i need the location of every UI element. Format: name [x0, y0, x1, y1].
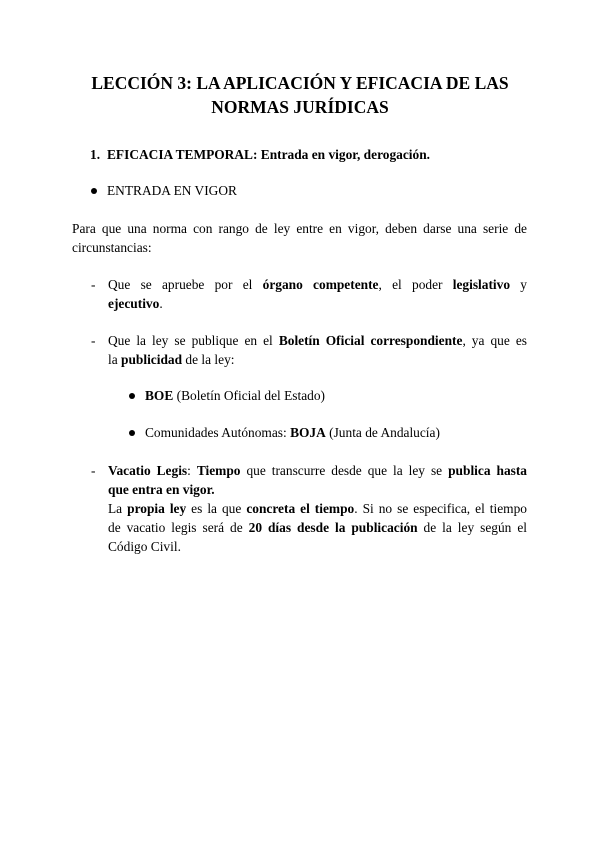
bold-text: propia ley: [127, 501, 187, 516]
subheading-entrada-en-vigor: ENTRADA EN VIGOR: [107, 183, 237, 198]
text: , el poder: [378, 277, 453, 292]
sub-item-boja: [145, 423, 440, 442]
bold-text: legislativo: [452, 277, 511, 292]
bold-text: publicidad: [121, 352, 183, 367]
section-number: 1.: [90, 147, 101, 162]
page-title: [60, 71, 540, 119]
item1-line-1: [108, 275, 527, 294]
bullet-icon: [129, 393, 135, 399]
item3-line-4: [108, 518, 527, 537]
page-title-line-1: LECCIÓN 3: LA APLICACIÓN Y EFICACIA DE LAS: [91, 73, 509, 93]
text: de la ley según el: [417, 520, 527, 535]
bullet-icon: [129, 430, 135, 436]
dash-marker: -: [91, 463, 96, 478]
text: es la que: [186, 501, 247, 516]
text: . Si no se especifica, el tiempo: [354, 501, 527, 516]
text: Que se apruebe por el: [108, 277, 263, 292]
text: (Boletín Oficial del Estado): [173, 388, 325, 403]
item3-line-2: que entra en vigor.: [108, 482, 215, 497]
text: .: [159, 296, 163, 311]
item3-line-3: [108, 499, 527, 518]
bold-text: Tiempo: [196, 463, 241, 478]
text: Comunidades Autónomas:: [145, 425, 291, 440]
section-heading: EFICACIA TEMPORAL: Entrada en vigor, derogación.: [107, 147, 431, 162]
text: la: [108, 352, 122, 367]
intro-line-2: circunstancias:: [72, 240, 152, 255]
dash-marker: -: [91, 277, 96, 292]
item2-line-2: [108, 350, 235, 369]
page-title-line-2: NORMAS JURÍDICAS: [211, 97, 389, 117]
bullet-icon: [91, 188, 97, 194]
text: La: [108, 501, 128, 516]
text: y: [510, 277, 527, 292]
item3-line-5: Código Civil.: [108, 539, 181, 554]
item3-line-1: [108, 461, 527, 480]
text: de vacatio legis será de: [108, 520, 249, 535]
dash-marker: -: [91, 333, 96, 348]
bold-text: 20 días desde la publicación: [248, 520, 418, 535]
bold-text: ejecutivo: [108, 296, 160, 311]
text: :: [187, 463, 197, 478]
bold-text: Boletín Oficial correspondiente: [278, 333, 463, 348]
text: que transcurre desde que la ley se: [240, 463, 449, 478]
item2-line-1: [108, 331, 527, 350]
bold-text: publica hasta: [448, 463, 528, 478]
intro-line-1: Para que una norma con rango de ley entre en vigor, deben darse una serie de: [72, 221, 527, 236]
bold-text: BOJA: [290, 425, 326, 440]
bold-text: Vacatio Legis: [108, 463, 188, 478]
bold-text: concreta el tiempo: [246, 501, 355, 516]
item1-line-2: [108, 294, 163, 313]
bold-text: BOE: [145, 388, 174, 403]
sub-item-boe: [145, 386, 325, 405]
bold-text: órgano competente: [262, 277, 379, 292]
text: , ya que es: [462, 333, 527, 348]
text: (Junta de Andalucía): [325, 425, 440, 440]
text: de la ley:: [182, 352, 235, 367]
text: Que la ley se publique en el: [108, 333, 279, 348]
